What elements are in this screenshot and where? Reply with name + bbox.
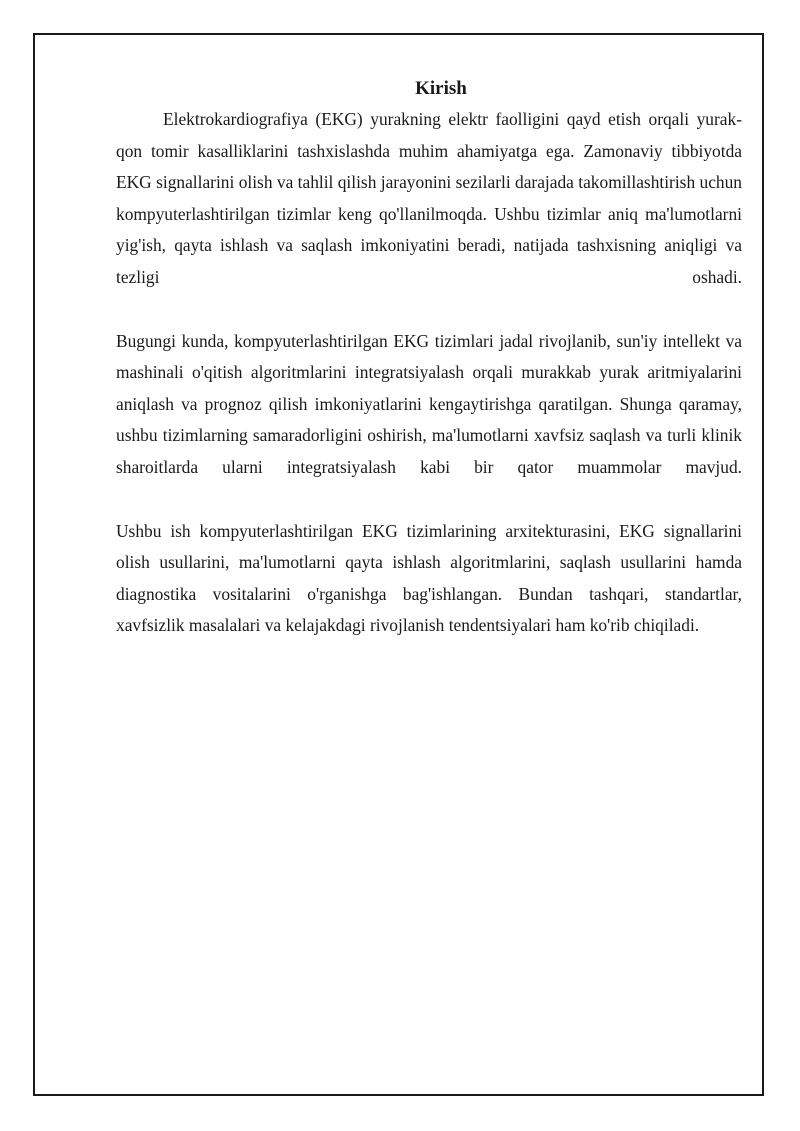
paragraph-spacer: [116, 484, 742, 516]
paragraph-intro: Elektrokardiografiya (EKG) yurakning elektr faolligini qayd etish orqali yurak-qon tomir kasalliklarini tashxislashda muhim ahamiyatga ega. Zamonaviy tibbiyotda EKG signallarini olish va tahlil qilish jarayonini sezilarli darajada takomillashtirish uchun kompyuterlashtirilgan tizimlar keng qo'llanilmoqda. Ushbu tizimlar aniq ma'lumotlarni yig'ish, qayta ishlash va saqlash imkoniyatini beradi, natijada tashxisning aniqligi va tezligi oshadi.: [116, 109, 742, 287]
document-body: [116, 74, 742, 642]
paragraph-current-state: Bugungi kunda, kompyuterlashtirilgan EKG tizimlari jadal rivojlanib, sun'iy intellekt va mashinali o'qitish algoritmlarini integratsiyalash orqali murakkab yurak aritmiyalarini aniqlash va prognoz qilish imkoniyatlarini kengaytirishga qaratilgan. Shunga qaramay, ushbu tizimlarning samaradorligini oshirish, ma'lumotlarni xavfsiz saqlash va turli klinik sharoitlarda ularni integratsiyalash kabi bir qator muammolar mavjud.: [116, 330, 742, 477]
paragraph-spacer: [116, 294, 742, 326]
section-title: Kirish: [415, 78, 467, 99]
paragraph-scope: Ushbu ish kompyuterlashtirilgan EKG tizimlarining arxitekturasini, EKG signallarini olish usullarini, ma'lumotlarni qayta ishlash algoritmlarini, saqlash usullarini hamda diagnostika vositalarini o'rganishga bag'ishlangan. Bundan tashqari, standartlar, xavfsizlik masalalari va kelajakdagi rivojlanish tendentsiyalari ham ko'rib chiqiladi.: [116, 520, 742, 636]
